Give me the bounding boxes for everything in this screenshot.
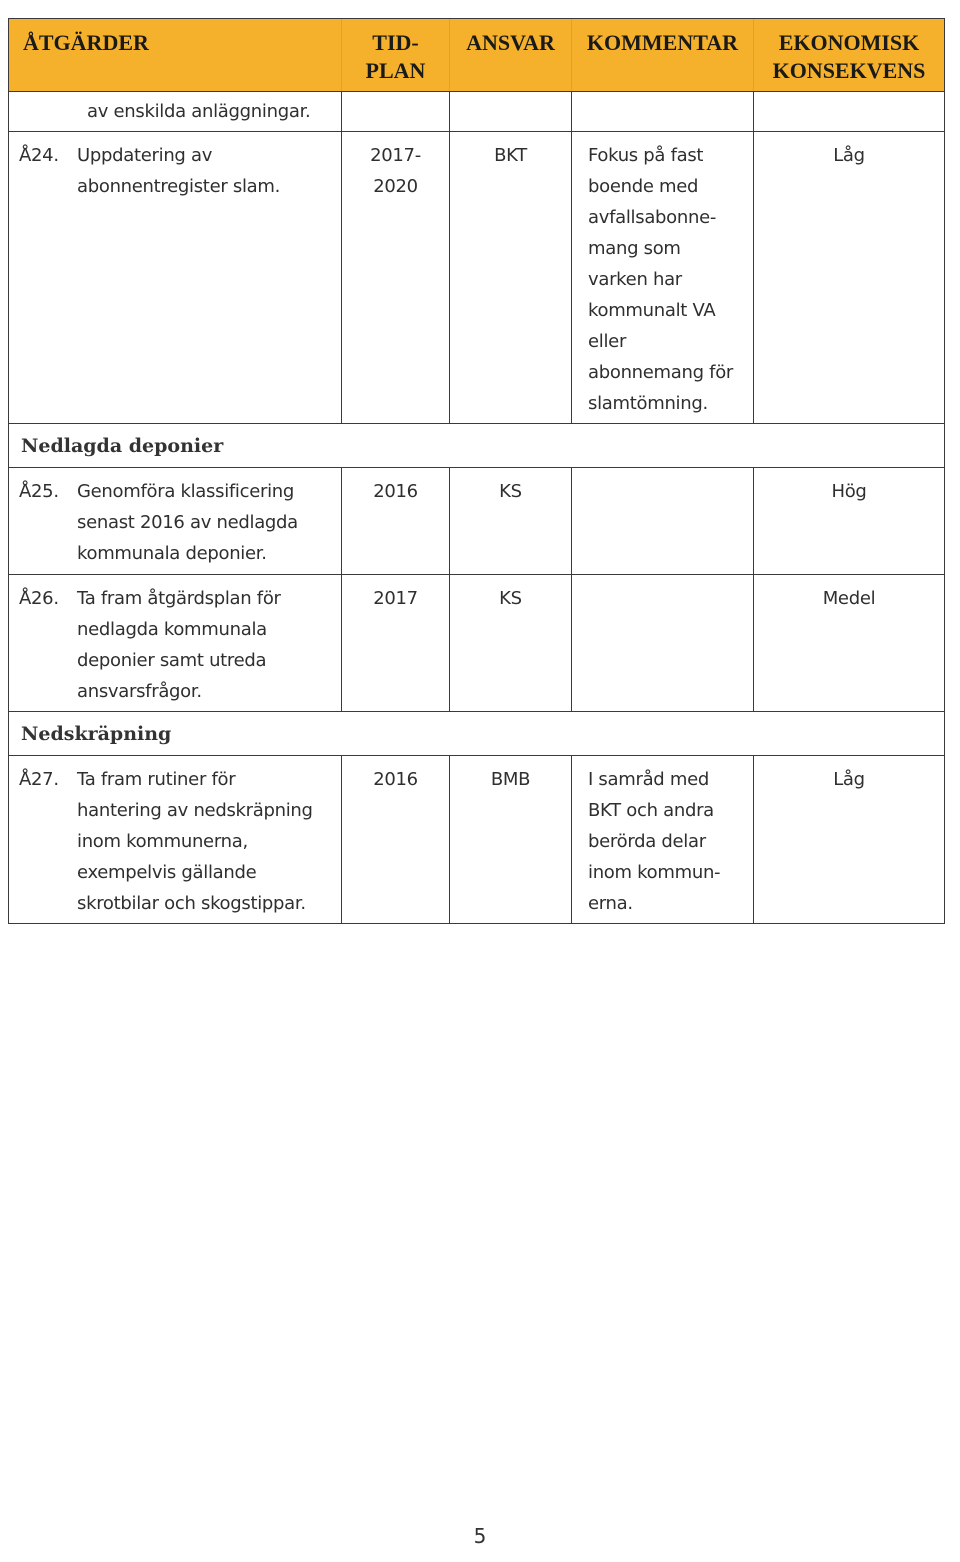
table-row [8, 132, 945, 424]
row-ekonomisk: Låg [833, 145, 865, 166]
row-kommentar: I samråd med BKT och andra berörda delar inom kommun- erna. [588, 769, 721, 914]
row-number: Å27. [19, 769, 59, 790]
row-action: Genomföra klassificering senast 2016 av nedlagda kommunala deponier. [77, 481, 298, 564]
row-ansvar: KS [499, 588, 522, 609]
header-kommentar: KOMMENTAR [571, 19, 753, 91]
row-tidplan: 2016 [373, 481, 418, 502]
row-tidplan: 2016 [373, 769, 418, 790]
table-row [8, 575, 945, 712]
row-kommentar [572, 468, 753, 476]
header-ekonomisk-konsekvens: EKONOMISK KONSEKVENS [753, 19, 944, 91]
row-number: Å24. [19, 145, 59, 166]
row-ekonomisk: Låg [833, 769, 865, 790]
row-tidplan: 2017- 2020 [370, 145, 421, 197]
row-tidplan: 2017 [373, 588, 418, 609]
table-row-continuation [8, 92, 945, 132]
section-heading-nedskrapning: Nedskräpning [8, 712, 945, 756]
row-ekonomisk: Hög [831, 481, 867, 502]
row-action: Ta fram rutiner för hantering av nedskräpning inom kommunerna, exempelvis gällande skrotbilar och skogstippar. [77, 769, 313, 914]
row-ansvar: KS [499, 481, 522, 502]
table-header-row [8, 18, 945, 92]
header-ansvar: ANSVAR [449, 19, 571, 91]
page-number: 5 [473, 1524, 487, 1548]
row-kommentar: Fokus på fast boende med avfallsabonne- mang som varken har kommunalt VA eller abonnemang för slamtömning. [588, 145, 734, 414]
continuation-text: av enskilda anläggningar. [87, 101, 311, 122]
row-action: Uppdatering av abonnentregister slam. [77, 145, 281, 197]
row-action: Ta fram åtgärdsplan för nedlagda kommunala deponier samt utreda ansvarsfrågor. [77, 588, 281, 702]
header-atgarder: ÅTGÄRDER [23, 30, 149, 55]
row-ekonomisk: Medel [822, 588, 876, 609]
header-tidplan: TID- PLAN [341, 19, 449, 91]
row-kommentar [572, 575, 753, 583]
row-ansvar: BMB [490, 769, 531, 790]
action-table [8, 18, 945, 924]
row-number: Å26. [19, 588, 59, 609]
row-ansvar: BKT [494, 145, 527, 166]
table-row [8, 468, 945, 575]
row-number: Å25. [19, 481, 59, 502]
table-row [8, 756, 945, 924]
section-heading-nedlagda-deponier: Nedlagda deponier [8, 424, 945, 468]
